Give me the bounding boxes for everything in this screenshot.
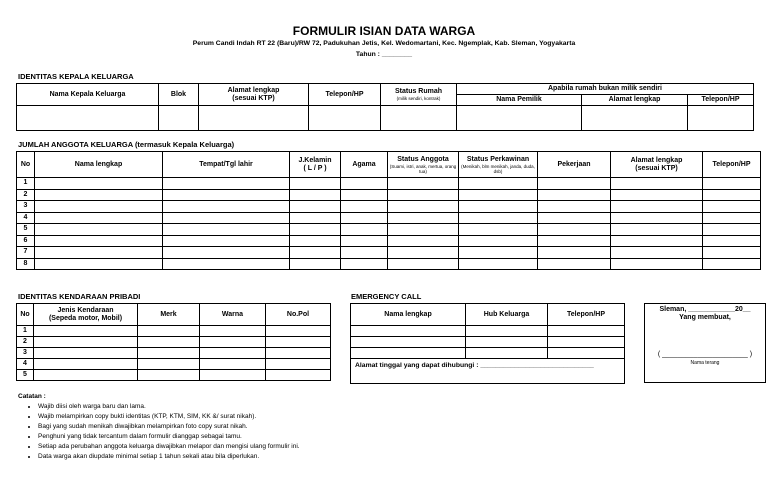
row-number: 6 [17,235,35,247]
header-warna: Warna [200,304,266,326]
header-hub-keluarga: Hub Keluarga [466,304,548,326]
signature-place: Sleman, ____________20__ [659,306,751,313]
row-number: 5 [17,370,34,381]
header-telp-emergency: Telepon/HP [548,304,625,326]
header-agama: Agama [341,152,388,178]
header-nama-emergency: Nama lengkap [351,304,466,326]
header-nama-pemilik: Nama Pemilik [457,95,582,106]
table-row[interactable] [17,212,761,224]
form-address: Perum Candi Indah RT 22 (Baru)/RW 72, Padukuhan Jetis, Kel. Wedomartani, Kec. Ngemplak, Kab. Sleman, Yogyakarta [192,40,576,47]
table-row[interactable] [17,258,761,270]
note-item: • Wajib diisi oleh warga baru dan lama. [38,402,618,412]
table-row[interactable] [17,235,761,247]
emergency-address-label: Alamat tinggal yang dapat dihubungi : ______________________________ [355,362,594,369]
note-item: • Setiap ada perubahan anggota keluarga diwajibkan melapor dan mengisi ulang formulir ini. [38,442,618,452]
notes-list [18,402,618,462]
table-row[interactable] [17,359,331,370]
header-no: No [17,152,35,178]
table-row[interactable] [17,348,331,359]
note-item: • Wajib melampirkan copy bukti identitas (KTP, KTM, SIM, KK &/ surat nikah). [38,412,618,422]
section-anggota-keluarga: JUMLAH ANGGOTA KELUARGA (termasuk Kepala Keluarga) [18,140,235,149]
row-number: 4 [17,359,34,370]
header-telp-pemilik: Telepon/HP [688,95,754,106]
header-jk: J.Kelamin ( L / P ) [290,152,341,178]
header-bukan-milik: Apabila rumah bukan milik sendiri [457,84,754,95]
table-row[interactable] [17,370,331,381]
table-row[interactable] [17,337,331,348]
table-row[interactable] [17,201,761,213]
header-status-anggota: Status Anggota (Suami, istri, anak, mertua, orang tua) [388,152,459,178]
header-alamat-pemilik: Alamat lengkap [582,95,688,106]
table-row[interactable] [17,178,761,190]
table-emergency [350,303,625,359]
row-number: 4 [17,212,35,224]
header-nama-kk: Nama Kepala Keluarga [17,84,159,106]
header-nopol: No.Pol [266,304,331,326]
table-row[interactable] [17,106,754,131]
table-kendaraan [16,303,331,381]
header-alamat-kk: Alamat lengkap (sesuai KTP) [199,84,309,106]
header-jenis-kendaraan: Jenis Kendaraan (Sepeda motor, Mobil) [34,304,138,326]
header-telp-anggota: Telepon/HP [703,152,761,178]
form-title: FORMULIR ISIAN DATA WARGA [292,24,476,38]
header-ttl: Tempat/Tgl lahir [163,152,290,178]
signature-box[interactable] [644,303,766,383]
table-row[interactable] [17,247,761,259]
table-row[interactable] [351,326,625,337]
table-anggota-keluarga [16,151,761,270]
header-status-rumah: Status Rumah (milik sendiri, kontrak) [381,84,457,106]
row-number: 7 [17,247,35,259]
table-row[interactable] [351,337,625,348]
note-item: • Penghuni yang tidak tercantum dalam formulir dianggap sebagai tamu. [38,432,618,442]
header-blok: Blok [159,84,199,106]
section-emergency: EMERGENCY CALL [351,292,422,301]
header-alamat-anggota: Alamat lengkap (sesuai KTP) [611,152,703,178]
notes-title: Catatan : [18,393,46,400]
header-merk: Merk [138,304,200,326]
table-kepala-keluarga [16,83,754,131]
header-nama-lengkap: Nama lengkap [35,152,163,178]
header-no-kendaraan: No [17,304,34,326]
row-number: 3 [17,201,35,213]
row-number: 2 [17,189,35,201]
row-number: 1 [17,178,35,190]
row-number: 2 [17,337,34,348]
header-telp-kk: Telepon/HP [309,84,381,106]
signature-made-by: Yang membuat, [679,314,731,321]
row-number: 8 [17,258,35,270]
row-number: 1 [17,326,34,337]
note-item: • Data warga akan diupdate minimal setiap 1 tahun sekali atau bila diperlukan. [38,452,618,462]
signature-paren: ( ______________________ ) [657,351,753,358]
section-kepala-keluarga: IDENTITAS KEPALA KELUARGA [18,72,134,81]
notes-section [18,392,618,462]
note-item: • Bagi yang sudah menikah diwajibkan melampirkan foto copy surat nikah. [38,422,618,432]
table-row[interactable] [17,326,331,337]
row-number: 3 [17,348,34,359]
header-pekerjaan: Pekerjaan [538,152,611,178]
table-row[interactable] [351,348,625,359]
signature-name-label: Nama terang [690,360,720,366]
table-row[interactable] [17,189,761,201]
section-kendaraan: IDENTITAS KENDARAAN PRIBADI [18,292,141,301]
row-number: 5 [17,224,35,236]
form-year: Tahun : ________ [355,51,413,58]
table-row[interactable] [17,224,761,236]
header-status-perkawinan: Status Perkawinan (Menikah, blm menikah, janda, duda, dsb) [459,152,538,178]
emergency-address-box[interactable] [350,358,625,384]
